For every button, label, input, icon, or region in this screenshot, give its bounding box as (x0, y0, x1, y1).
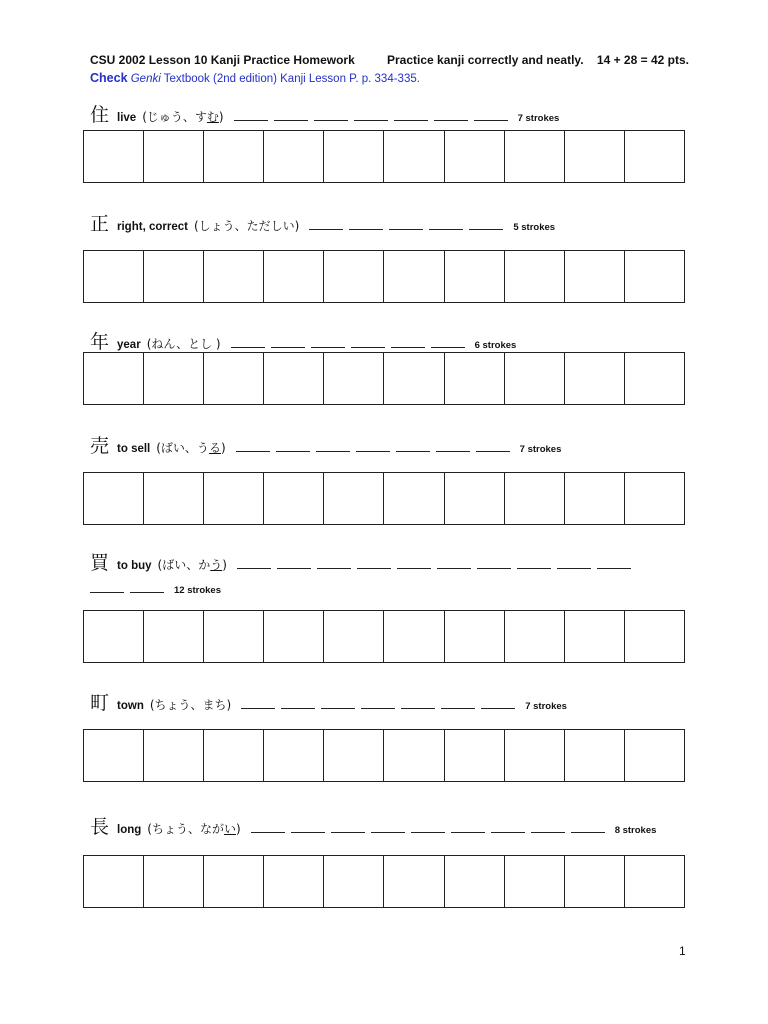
stroke-order-blank[interactable] (276, 441, 310, 452)
practice-box[interactable] (384, 856, 444, 907)
stroke-order-blank[interactable] (597, 558, 631, 569)
okurigana-underlined: う (210, 558, 223, 572)
practice-box[interactable] (84, 251, 144, 302)
practice-box[interactable] (384, 131, 444, 182)
practice-box[interactable] (384, 473, 444, 524)
practice-box[interactable] (565, 473, 625, 524)
stroke-count: 7 strokes (517, 113, 560, 124)
reading-close: ) (220, 441, 226, 455)
stroke-order-blank[interactable] (241, 698, 275, 709)
practice-box[interactable] (204, 353, 264, 404)
stroke-order-blank[interactable] (331, 822, 365, 833)
reading-text: (ちょう、なが (147, 822, 224, 836)
practice-box[interactable] (324, 856, 384, 907)
practice-box[interactable] (384, 730, 444, 781)
stroke-order-blank[interactable] (391, 337, 425, 348)
stroke-order-blank[interactable] (317, 558, 351, 569)
stroke-order-blank[interactable] (231, 337, 265, 348)
okurigana-underlined: る (208, 441, 221, 455)
stroke-order-blank[interactable] (531, 822, 565, 833)
stroke-order-blank[interactable] (311, 337, 345, 348)
stroke-order-blank[interactable] (429, 219, 463, 230)
practice-grid (83, 352, 685, 405)
reading-close: ) (218, 110, 224, 124)
kanji-reading (150, 696, 231, 713)
kanji-meaning: town (117, 700, 144, 712)
practice-box[interactable] (84, 473, 144, 524)
buy-overflow-line (90, 580, 221, 598)
practice-box[interactable] (625, 856, 684, 907)
practice-box[interactable] (505, 730, 565, 781)
practice-box[interactable] (384, 251, 444, 302)
kanji-entry-line (90, 209, 555, 235)
practice-box[interactable] (204, 473, 264, 524)
stroke-order-blank[interactable] (291, 822, 325, 833)
check-word: Check (90, 71, 128, 85)
stroke-order-blank[interactable] (316, 441, 350, 452)
practice-box[interactable] (144, 353, 204, 404)
stroke-order-blank[interactable] (90, 582, 124, 593)
kanji-reading (156, 439, 225, 456)
reference-pages: Textbook (2nd edition) Kanji Lesson P. p. 334-335. (163, 73, 420, 85)
practice-box[interactable] (324, 730, 384, 781)
stroke-order-blank[interactable] (130, 582, 164, 593)
stroke-order-blank[interactable] (434, 110, 468, 121)
kanji-entry-line (90, 100, 559, 126)
stroke-order-blank[interactable] (441, 698, 475, 709)
stroke-order-blank[interactable] (309, 219, 343, 230)
book-title: Genki (130, 73, 161, 85)
practice-box[interactable] (84, 856, 144, 907)
practice-box[interactable] (264, 730, 324, 781)
kanji-entry-line (90, 548, 637, 574)
practice-box[interactable] (144, 131, 204, 182)
points-total: 14 + 28 = 42 pts. (596, 53, 689, 67)
kanji-reading (158, 556, 227, 573)
practice-box[interactable] (505, 611, 565, 662)
kanji-character: 町 (90, 692, 110, 714)
stroke-order-blank[interactable] (271, 337, 305, 348)
reading-text: (ばい、う (156, 441, 209, 455)
practice-box[interactable] (264, 131, 324, 182)
stroke-count: 12 strokes (174, 585, 222, 596)
practice-box[interactable] (565, 730, 625, 781)
kanji-meaning: to sell (117, 443, 151, 455)
practice-box[interactable] (324, 251, 384, 302)
practice-box[interactable] (84, 353, 144, 404)
kanji-entry-line (90, 812, 656, 838)
practice-box[interactable] (625, 611, 684, 662)
practice-box[interactable] (264, 856, 324, 907)
stroke-order-blank[interactable] (557, 558, 591, 569)
practice-box[interactable] (445, 730, 505, 781)
practice-grid (83, 130, 685, 183)
practice-box[interactable] (204, 730, 264, 781)
stroke-order-blank[interactable] (321, 698, 355, 709)
practice-box[interactable] (445, 473, 505, 524)
practice-box[interactable] (565, 611, 625, 662)
practice-box[interactable] (264, 611, 324, 662)
practice-box[interactable] (565, 353, 625, 404)
reading-text: (しょう、ただしい) (193, 219, 300, 233)
stroke-order-blank[interactable] (477, 558, 511, 569)
kanji-meaning: year (117, 339, 141, 351)
stroke-order-blank[interactable] (401, 698, 435, 709)
textbook-reference (90, 71, 420, 85)
practice-box[interactable] (625, 131, 684, 182)
practice-box[interactable] (264, 353, 324, 404)
practice-grid (83, 472, 685, 525)
practice-grid (83, 610, 685, 663)
practice-box[interactable] (505, 856, 565, 907)
practice-box[interactable] (445, 856, 505, 907)
stroke-order-blank[interactable] (517, 558, 551, 569)
stroke-order-blank[interactable] (389, 219, 423, 230)
practice-box[interactable] (264, 473, 324, 524)
practice-box[interactable] (625, 251, 684, 302)
kanji-meaning: right, correct (117, 221, 188, 233)
practice-box[interactable] (324, 131, 384, 182)
stroke-order-blank[interactable] (371, 822, 405, 833)
practice-box[interactable] (505, 353, 565, 404)
stroke-order-blank[interactable] (411, 822, 445, 833)
stroke-order-blank[interactable] (451, 822, 485, 833)
practice-box[interactable] (324, 353, 384, 404)
practice-box[interactable] (505, 473, 565, 524)
reading-text: (ねん、とし ) (146, 337, 221, 351)
kanji-entry-line (90, 688, 567, 714)
reading-close: ) (222, 558, 227, 572)
practice-box[interactable] (204, 131, 264, 182)
stroke-order-blank[interactable] (437, 558, 471, 569)
practice-box[interactable] (445, 131, 505, 182)
stroke-count: 6 strokes (474, 340, 517, 351)
practice-grid (83, 729, 685, 782)
practice-box[interactable] (625, 473, 684, 524)
stroke-order-blank[interactable] (396, 441, 430, 452)
stroke-count: 7 strokes (519, 444, 562, 455)
stroke-order-blank[interactable] (351, 337, 385, 348)
kanji-character: 正 (90, 213, 110, 235)
practice-box[interactable] (264, 251, 324, 302)
reading-close: ) (236, 822, 241, 836)
instructions (387, 53, 689, 67)
stroke-order-blank[interactable] (277, 558, 311, 569)
practice-box[interactable] (324, 611, 384, 662)
stroke-order-blank[interactable] (474, 110, 508, 121)
practice-box[interactable] (445, 251, 505, 302)
practice-box[interactable] (445, 353, 505, 404)
practice-box[interactable] (565, 131, 625, 182)
kanji-character: 売 (90, 435, 110, 457)
kanji-meaning: to buy (117, 560, 152, 572)
page-number: 1 (679, 944, 686, 958)
stroke-order-blank[interactable] (431, 337, 465, 348)
stroke-count: 5 strokes (513, 222, 556, 233)
stroke-order-blank[interactable] (236, 441, 270, 452)
stroke-order-blank[interactable] (397, 558, 431, 569)
stroke-order-blank[interactable] (234, 110, 268, 121)
instructions-text: Practice kanji correctly and neatly. (387, 53, 584, 67)
kanji-reading (147, 335, 221, 352)
practice-box[interactable] (144, 473, 204, 524)
stroke-order-blank[interactable] (436, 441, 470, 452)
stroke-order-blank[interactable] (481, 698, 515, 709)
stroke-order-blank[interactable] (394, 110, 428, 121)
practice-box[interactable] (505, 251, 565, 302)
practice-box[interactable] (144, 611, 204, 662)
kanji-character: 年 (90, 331, 110, 353)
kanji-character: 買 (90, 552, 110, 574)
stroke-count: 8 strokes (614, 825, 657, 836)
stroke-count: 7 strokes (525, 701, 567, 712)
reading-text: (ちょう、まち) (149, 698, 232, 712)
overflow-blanks (90, 580, 170, 598)
practice-box[interactable] (204, 611, 264, 662)
stroke-order-blank[interactable] (357, 558, 391, 569)
practice-box[interactable] (505, 131, 565, 182)
stroke-order-blank[interactable] (281, 698, 315, 709)
practice-box[interactable] (144, 730, 204, 781)
kanji-character: 住 (90, 104, 110, 126)
stroke-order-blank[interactable] (354, 110, 388, 121)
practice-box[interactable] (565, 251, 625, 302)
okurigana-underlined: い (223, 822, 236, 836)
stroke-order-blank[interactable] (274, 110, 308, 121)
practice-grid (83, 855, 685, 908)
stroke-order-blank[interactable] (356, 441, 390, 452)
practice-box[interactable] (625, 730, 684, 781)
practice-box[interactable] (204, 856, 264, 907)
okurigana-underlined: む (206, 110, 219, 124)
kanji-reading (194, 217, 299, 234)
stroke-order-blank[interactable] (476, 441, 510, 452)
practice-box[interactable] (84, 611, 144, 662)
stroke-order-blank[interactable] (571, 822, 605, 833)
practice-box[interactable] (144, 856, 204, 907)
kanji-reading (147, 820, 240, 837)
stroke-order-blank[interactable] (361, 698, 395, 709)
practice-box[interactable] (84, 730, 144, 781)
practice-box[interactable] (84, 131, 144, 182)
practice-grid (83, 250, 685, 303)
stroke-order-blank[interactable] (349, 219, 383, 230)
kanji-meaning: live (117, 112, 137, 124)
practice-box[interactable] (144, 251, 204, 302)
practice-box[interactable] (625, 353, 684, 404)
kanji-character: 長 (90, 816, 110, 838)
stroke-order-blank[interactable] (251, 822, 285, 833)
stroke-order-blank[interactable] (314, 110, 348, 121)
practice-box[interactable] (384, 611, 444, 662)
worksheet-title: CSU 2002 Lesson 10 Kanji Practice Homework (90, 53, 355, 67)
practice-box[interactable] (324, 473, 384, 524)
kanji-entry-line (90, 431, 561, 457)
practice-box[interactable] (565, 856, 625, 907)
kanji-meaning: long (117, 824, 142, 836)
reading-text: (じゅう、す (142, 110, 207, 124)
practice-box[interactable] (204, 251, 264, 302)
stroke-order-blank[interactable] (237, 558, 271, 569)
kanji-reading (142, 108, 223, 125)
reading-text: (ばい、か (157, 558, 211, 572)
kanji-entry-line (90, 327, 516, 353)
practice-box[interactable] (384, 353, 444, 404)
stroke-order-blank[interactable] (491, 822, 525, 833)
stroke-order-blank[interactable] (469, 219, 503, 230)
practice-box[interactable] (445, 611, 505, 662)
